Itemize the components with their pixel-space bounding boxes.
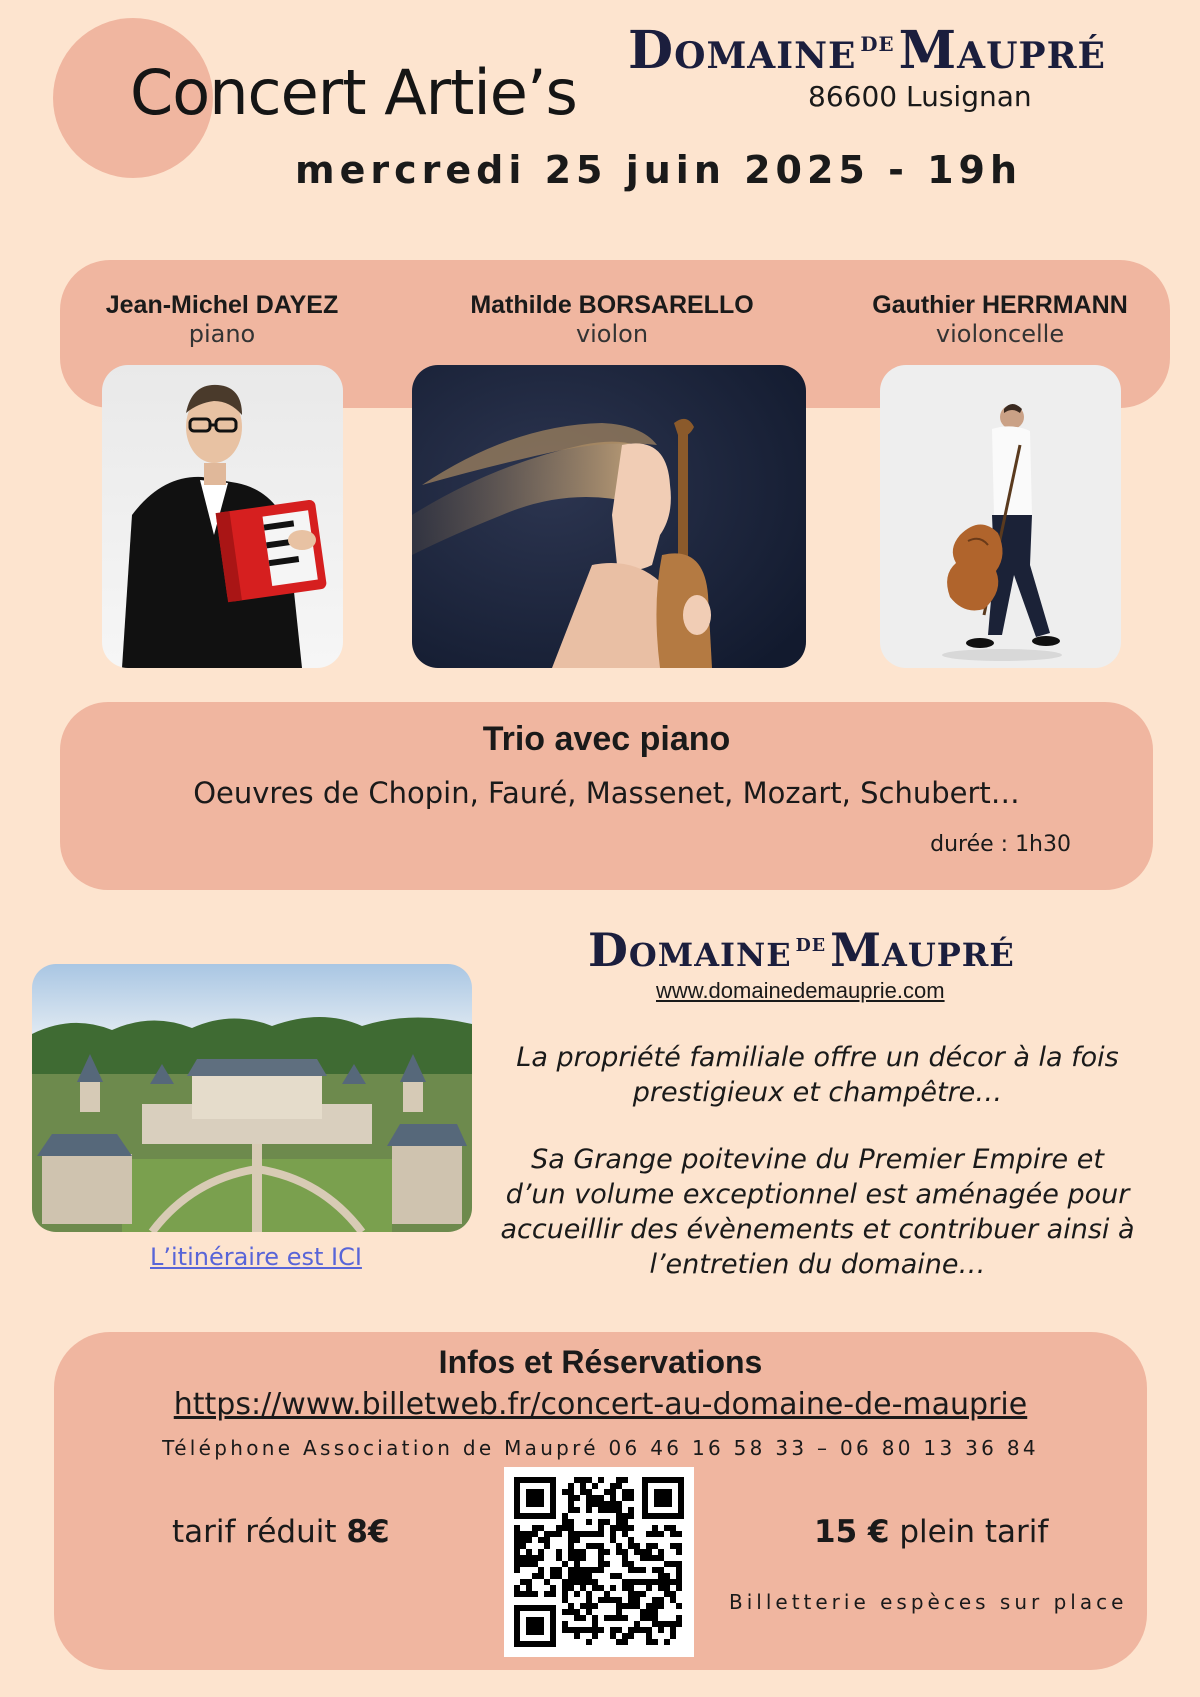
- full-price-value: 15 €: [814, 1514, 890, 1550]
- cellist-photo: [880, 365, 1121, 668]
- estate-description-1-line-1: La propriété familiale offre un décor à la fois: [516, 1042, 1119, 1073]
- logo-word-domaine: Domaine: [628, 20, 857, 81]
- event-date: mercredi 25 juin 2025 - 19h: [295, 148, 1023, 192]
- ticketing-link[interactable]: https://www.billetweb.fr/concert-au-domaine-de-mauprie: [173, 1387, 1028, 1422]
- reduced-price: [172, 1514, 390, 1550]
- pianist-photo: [102, 365, 343, 668]
- full-price-label: plein tarif: [899, 1514, 1049, 1550]
- reservations-title: Infos et Réservations: [438, 1344, 763, 1380]
- violinist-photo: [412, 365, 806, 668]
- musician-3-instrument: violoncelle: [935, 320, 1065, 348]
- qr-code-graphic: [504, 1467, 694, 1657]
- reduced-price-label: tarif réduit: [172, 1514, 337, 1550]
- estate-description-2-line-2: d’un volume exceptionnel est aménagée pour: [505, 1179, 1130, 1210]
- estate-description-2-line-1: Sa Grange poitevine du Premier Empire et: [531, 1144, 1104, 1175]
- musician-3-name: Gauthier HERRMANN: [872, 291, 1128, 319]
- itinerary-link[interactable]: L’itinéraire est ICI: [150, 1243, 362, 1271]
- page-title: Concert Artie’s: [130, 56, 577, 129]
- phone-numbers: Téléphone Association de Maupré 06 46 16 58 33 – 06 80 13 36 84: [162, 1436, 1039, 1460]
- domaine-logo-top: [628, 20, 1106, 81]
- estate-description-2: [495, 1142, 1140, 1282]
- musician-2-instrument: violon: [575, 320, 649, 348]
- musician-2-name: Mathilde BORSARELLO: [470, 291, 754, 319]
- qr-code[interactable]: [504, 1467, 694, 1657]
- estate-description-1: [495, 1040, 1140, 1110]
- program-panel: [60, 702, 1153, 890]
- estate-description-1-line-2: prestigieux et champêtre…: [632, 1077, 1003, 1108]
- logo-word-mauprie: Maupré: [830, 923, 1015, 977]
- program-duration: durée : 1h30: [930, 832, 1071, 857]
- city-label: 86600 Lusignan: [808, 80, 1032, 113]
- logo-word-mauprie: Maupré: [898, 20, 1106, 81]
- logo-word-de: DE: [795, 936, 827, 957]
- full-price: [814, 1514, 1048, 1550]
- domaine-logo-middle: [588, 923, 1015, 977]
- logo-word-domaine: Domaine: [588, 923, 792, 977]
- cash-ticketing-note: Billetterie espèces sur place: [729, 1590, 1128, 1614]
- reservations-panel: [54, 1332, 1147, 1670]
- website-link[interactable]: www.domainedemauprie.com: [656, 978, 945, 1003]
- reduced-price-value: 8€: [346, 1514, 390, 1550]
- musician-1-instrument: piano: [188, 320, 256, 348]
- program-title: Trio avec piano: [482, 720, 731, 758]
- estate-description-2-line-4: l’entretien du domaine…: [649, 1249, 986, 1280]
- estate-photo: [32, 964, 472, 1232]
- estate-description-2-line-3: accueillir des évènements et contribuer ainsi à: [500, 1214, 1135, 1245]
- program-works: Oeuvres de Chopin, Fauré, Massenet, Mozart, Schubert…: [193, 776, 1020, 810]
- logo-word-de: DE: [860, 32, 895, 57]
- musician-1-name: Jean-Michel DAYEZ: [105, 291, 339, 319]
